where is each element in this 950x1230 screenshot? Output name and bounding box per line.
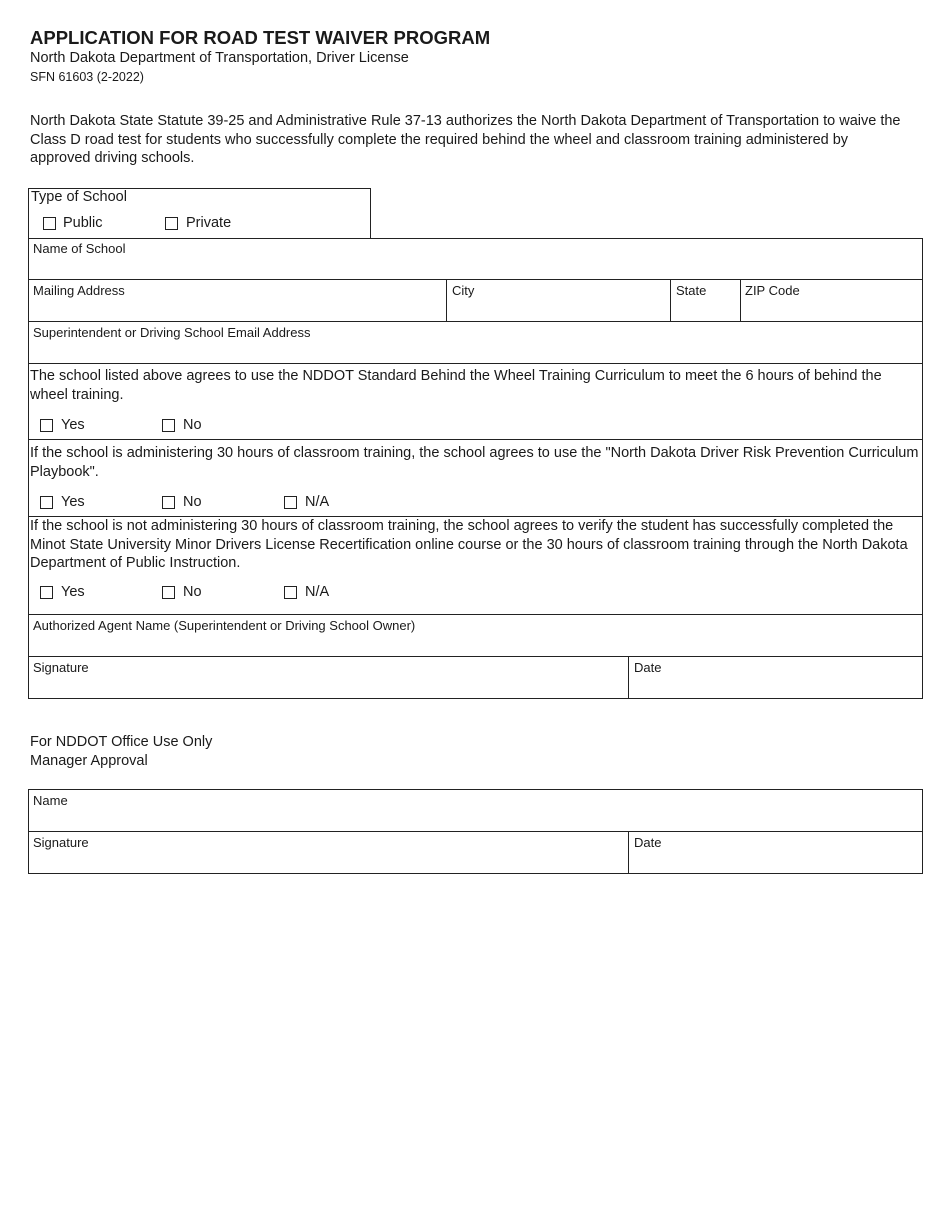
city-input[interactable] [451,300,670,320]
question-1-text: The school listed above agrees to use the NDDOT Standard Behind the Wheel Training Curriculum to meet the 6 hours of behind the wheel training. [30,368,882,403]
mailing-address-input[interactable] [32,300,446,320]
manager-approval-heading: Manager Approval [30,753,148,769]
office-signature-input[interactable] [32,852,628,872]
public-label: Public [63,215,103,231]
date-label: Date [634,660,662,675]
office-name-input[interactable] [32,810,922,830]
mailing-address-label: Mailing Address [33,283,125,298]
email-input[interactable] [32,342,922,362]
q2-yes-checkbox[interactable] [40,496,53,509]
office-date-label: Date [634,835,662,850]
city-label: City [452,283,475,298]
school-type-label: Type of School [31,189,127,205]
q2-no-checkbox[interactable] [162,496,175,509]
agent-name-label: Authorized Agent Name (Superintendent or Driving School Owner) [33,618,416,633]
q2-no-label: No [183,494,202,510]
state-input[interactable] [675,300,741,320]
q3-na-checkbox[interactable] [284,586,297,599]
agent-name-input[interactable] [32,635,922,655]
office-use-heading: For NDDOT Office Use Only [30,734,213,750]
q3-na-label: N/A [305,584,330,600]
department-name: North Dakota Department of Transportation, Driver License [30,50,409,66]
state-label: State [676,283,707,298]
school-name-input[interactable] [32,258,922,278]
office-date-input[interactable] [633,852,922,872]
q1-yes-label: Yes [61,417,85,433]
q3-no-checkbox[interactable] [162,586,175,599]
q3-no-label: No [183,584,202,600]
q1-yes-checkbox[interactable] [40,419,53,432]
q1-no-label: No [183,417,202,433]
private-label: Private [186,215,232,231]
zip-input[interactable] [744,300,923,320]
q2-na-label: N/A [305,494,330,510]
date-input[interactable] [633,677,922,697]
q3-yes-checkbox[interactable] [40,586,53,599]
form-number: SFN 61603 (2-2022) [30,70,144,84]
signature-input[interactable] [32,677,628,697]
q3-yes-label: Yes [61,584,85,600]
q2-na-checkbox[interactable] [284,496,297,509]
question-2-text: If the school is administering 30 hours of classroom training, the school agrees to use the "North Dakota Driver Risk Prevention Curriculum Playbook". [30,445,919,480]
email-label: Superintendent or Driving School Email Address [33,325,311,340]
signature-label: Signature [33,660,89,675]
q1-no-checkbox[interactable] [162,419,175,432]
office-signature-label: Signature [33,835,89,850]
school-name-label: Name of School [33,241,126,256]
form-title: APPLICATION FOR ROAD TEST WAIVER PROGRAM [30,27,491,48]
intro-paragraph: North Dakota State Statute 39-25 and Administrative Rule 37-13 authorizes the North Dakota Department of Transportation to waive the Class D road test for students who successfully complete the required behind the wheel and classroom training administered by approved driving schools. [30,113,901,166]
private-checkbox[interactable] [165,217,178,230]
q2-yes-label: Yes [61,494,85,510]
zip-label: ZIP Code [745,283,800,298]
office-name-label: Name [33,793,68,808]
public-checkbox[interactable] [43,217,56,230]
question-3-text: If the school is not administering 30 hours of classroom training, the school agrees to verify the student has successfully completed the Minot State University Minor Drivers License Recertification online course or the 30 hours of classroom training through the North Dakota Department of Public Instruction. [30,518,908,571]
